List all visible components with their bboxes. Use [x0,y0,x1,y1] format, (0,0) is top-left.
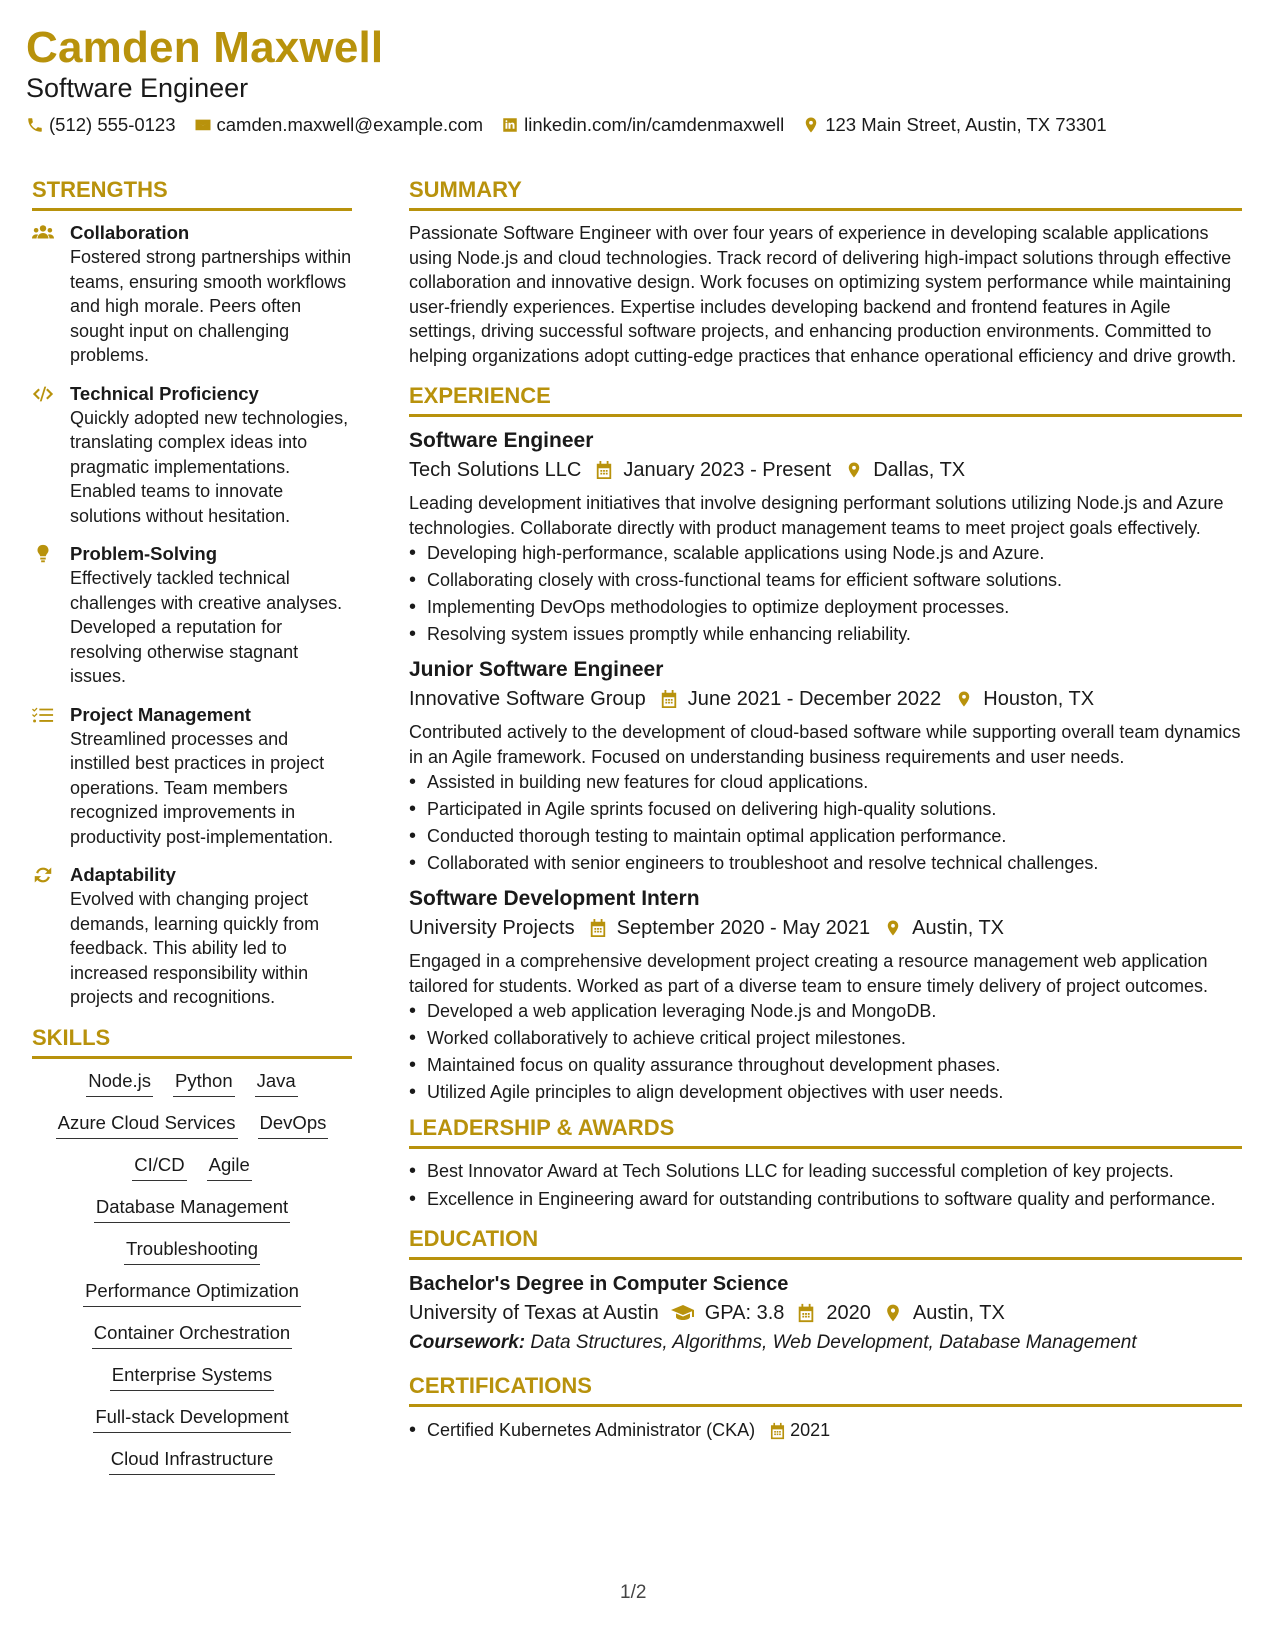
education-meta [409,1298,1242,1328]
strength-desc: Effectively tackled technical challenges with creative analyses. Developed a reputation for resolving otherwise stagnant issues. [70,568,343,686]
job-dates: September 2020 - May 2021 [616,917,871,939]
candidate-name: Camden Maxwell [26,23,384,72]
school-location: Austin, TX [912,1302,1005,1324]
phone-text: (512) 555-0123 [49,114,176,135]
refresh-icon [32,865,54,885]
strength-desc: Quickly adopted new technologies, translating complex ideas into pragmatic implementations. Enabled teams to innovate solutions without hesitation. [70,407,349,526]
job-location: Dallas, TX [873,459,966,481]
resume-header [26,22,1246,136]
strength-desc: Fostered strong partnerships within teams, ensuring smooth workflows and high morale. Peers often sought input on challenging problems. [70,247,352,365]
strength-item [32,542,352,689]
graduation-cap-icon [671,1303,695,1323]
page-number: 1/2 [620,1582,647,1603]
email-link[interactable]: camden.maxwell@example.com [216,114,484,135]
job-entry [409,885,1242,1106]
job-location: Austin, TX [912,917,1005,939]
list-item: • Collaborating closely with cross-functional teams for efficient software solutions. [427,567,1242,594]
job-bullets [409,769,1242,877]
list-item: • Best Innovator Award at Tech Solutions LLC for leading successful completion of key projects. [427,1159,1242,1184]
list-item: • Implementing DevOps methodologies to optimize deployment processes. [427,594,1242,621]
awards-heading: LEADERSHIP & AWARDS [409,1114,1242,1149]
strength-desc: Streamlined processes and instilled best practices in project operations. Team members recognized improvements in productivity post-implementation. [70,728,334,847]
coursework-text: Data Structures, Algorithms, Web Development, Database Management [530,1332,1137,1353]
job-bullets [409,540,1242,648]
map-pin-icon [883,1303,903,1323]
job-meta [409,455,1242,485]
list-item: • Maintained focus on quality assurance throughout development phases. [427,1052,1242,1079]
contact-email[interactable] [194,114,484,136]
strength-title: Collaboration [70,222,190,243]
skill-tag: DevOps [258,1111,329,1139]
job-meta [409,684,1242,714]
strength-item [32,221,352,368]
graduation-year: 2020 [826,1302,871,1324]
job-entry [409,656,1242,877]
job-bullets [409,998,1242,1106]
cert-name: • Certified Kubernetes Administrator (CKA) [427,1420,756,1440]
list-item: • Assisted in building new features for cloud applications. [427,769,1242,796]
calendar-icon [660,689,678,709]
strength-title: Project Management [70,703,251,725]
strength-item [32,703,352,850]
skill-row [73,1279,311,1307]
map-pin-icon [845,460,863,480]
linkedin-link[interactable]: linkedin.com/in/camdenmaxwell [524,114,785,135]
left-column [32,176,352,1489]
skill-tag: Enterprise Systems [110,1363,274,1391]
list-item [427,1417,1242,1444]
skill-row [114,1237,270,1265]
calendar-icon [769,1422,786,1440]
skill-tag: Java [255,1069,298,1097]
job-location: Houston, TX [983,688,1095,710]
list-item: • Collaborated with senior engineers to troubleshoot and resolve technical challenges. [427,850,1242,877]
skill-row [82,1321,302,1349]
certifications-list [409,1417,1242,1444]
map-pin-icon [802,116,820,134]
skill-row [122,1153,262,1181]
contact-phone [26,114,176,136]
skill-tag: Full-stack Development [93,1405,290,1433]
code-icon [32,384,54,404]
list-item: • Excellence in Engineering award for outstanding contributions to software quality and performance. [427,1187,1242,1212]
contact-address [802,114,1106,136]
job-meta [409,913,1242,943]
skill-tag: Cloud Infrastructure [109,1447,275,1475]
cert-year: 2021 [790,1420,831,1440]
job-title: Software Development Intern [409,887,700,910]
skill-tag: Troubleshooting [124,1237,260,1265]
school-name: University of Texas at Austin [409,1302,659,1324]
certifications-heading: CERTIFICATIONS [409,1372,1242,1407]
summary-heading: SUMMARY [409,176,1242,211]
lightbulb-icon [32,544,54,564]
calendar-icon [589,918,607,938]
strengths-heading: STRENGTHS [32,176,352,211]
job-description: Contributed actively to the development of cloud-based software while supporting overall team dynamics in an Agile framework. Focused on understanding business requirements and user needs. [409,722,1241,767]
coursework-label: Coursework: [409,1332,526,1353]
checklist-icon [32,705,54,725]
strength-desc: Evolved with changing project demands, learning quickly from feedback. This ability led to increased responsibility within projects and recognitions. [70,889,320,1007]
skill-row [76,1069,307,1097]
job-company: Tech Solutions LLC [409,459,582,481]
skill-row [84,1195,300,1223]
map-pin-icon [884,918,902,938]
degree-title: Bachelor's Degree in Computer Science [409,1273,789,1295]
map-pin-icon [955,689,973,709]
skill-tag: Container Orchestration [92,1321,292,1349]
skills-heading: SKILLS [32,1024,352,1059]
skill-tag: Performance Optimization [83,1279,301,1307]
gpa-text: GPA: 3.8 [704,1302,785,1324]
list-item: • Conducted thorough testing to maintain optimal application performance. [427,823,1242,850]
skill-tag: Azure Cloud Services [56,1111,238,1139]
education-heading: EDUCATION [409,1225,1242,1260]
envelope-icon [194,116,212,134]
strength-title: Adaptability [70,864,176,885]
strength-item [32,382,352,529]
skill-tag: CI/CD [132,1153,186,1181]
summary-text: Passionate Software Engineer with over four years of experience in developing scalable applications using Node.js and cloud technologies. Track record of delivering high-impact solutions through effective collaboration and innovative design. Work focuses on optimizing system performance while maintaining user-friendly experiences. Expertise includes developing backend and frontend features in Agile settings, driving successful software projects, and enhancing production environments. Committed to helping organizations adopt cutting-edge practices that enhance operational efficiency and drive growth. [409,223,1237,366]
job-description: Engaged in a comprehensive development project creating a resource management web application tailored for students. Worked as part of a diverse team to ensure timely delivery of project outcomes. [409,951,1209,996]
skill-row [83,1405,300,1433]
contact-linkedin[interactable] [501,114,784,136]
skill-tag: Database Management [94,1195,290,1223]
strength-item [32,863,352,1010]
users-icon [32,223,54,243]
right-column [409,176,1242,1444]
list-item: • Participated in Agile sprints focused on delivering high-quality solutions. [427,796,1242,823]
strength-title: Problem-Solving [70,543,217,564]
list-item: • Resolving system issues promptly while enhancing reliability. [427,621,1242,648]
list-item: • Developing high-performance, scalable applications using Node.js and Azure. [427,540,1242,567]
job-description: Leading development initiatives that involve designing performant solutions utilizing Node.js and Azure technologies. Collaborate directly with product management teams to meet project goals effectively. [409,493,1224,538]
job-entry [409,427,1242,648]
skill-row [46,1111,339,1139]
calendar-icon [796,1303,816,1323]
linkedin-icon [501,116,519,134]
list-item: • Worked collaboratively to achieve critical project milestones. [427,1025,1242,1052]
strength-title: Technical Proficiency [70,382,259,404]
experience-heading: EXPERIENCE [409,382,1242,417]
coursework-line [409,1328,1242,1358]
list-item: • Utilized Agile principles to align development objectives with user needs. [427,1079,1242,1106]
job-title: Software Engineer [409,429,594,452]
skill-tag: Agile [207,1153,252,1181]
skill-row [100,1363,284,1391]
candidate-title: Software Engineer [26,73,249,103]
job-dates: June 2021 - December 2022 [687,688,942,710]
job-title: Junior Software Engineer [409,658,664,681]
awards-list [409,1159,1242,1211]
skill-tag: Python [173,1069,235,1097]
list-item: • Developed a web application leveraging Node.js and MongoDB. [427,998,1242,1025]
calendar-icon [595,460,613,480]
address-text: 123 Main Street, Austin, TX 73301 [825,114,1107,135]
job-company: University Projects [409,917,575,939]
phone-icon [26,116,44,134]
contact-bar [26,114,1246,136]
skill-row [99,1447,285,1475]
job-company: Innovative Software Group [409,688,646,710]
skills-list [32,1069,352,1489]
skill-tag: Node.js [86,1069,153,1097]
job-dates: January 2023 - Present [623,459,832,481]
